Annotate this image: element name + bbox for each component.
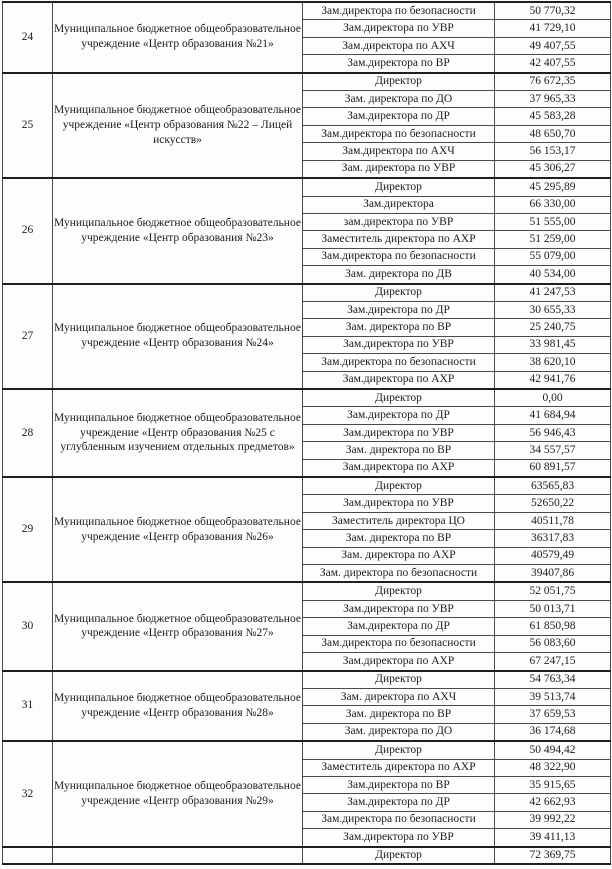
- salary-value-cell: 42 407,55: [495, 55, 611, 73]
- position-cell: Зам.директора по ВР: [303, 55, 495, 73]
- table-row: [3, 477, 611, 495]
- row-number-cell: 30: [3, 582, 53, 670]
- position-cell: Зам. директора по АХЧ: [303, 688, 495, 705]
- position-cell: Директор: [303, 741, 495, 759]
- table-row: [3, 178, 611, 196]
- position-cell: Зам.директора по УВР: [303, 829, 495, 847]
- salary-value-cell: 51 555,00: [495, 213, 611, 230]
- row-number-cell: 29: [3, 477, 53, 582]
- row-number-cell: 26: [3, 178, 53, 283]
- table-row: [3, 73, 611, 91]
- institution-name-cell: Муниципальное бюджетное общеобразовательное учреждение «Центр образования №25 с углубленным изучением отдельных предметов»: [53, 389, 303, 477]
- position-cell: Зам. директора по ВР: [303, 706, 495, 723]
- position-cell: Директор: [303, 582, 495, 600]
- position-cell: Зам.директора по безопасности: [303, 125, 495, 142]
- salary-value-cell: 33 981,45: [495, 336, 611, 353]
- salary-value-cell: 50 770,32: [495, 2, 611, 20]
- table-row: [3, 847, 611, 864]
- position-cell: Зам.директора по АХЧ: [303, 143, 495, 160]
- salary-value-cell: 66 330,00: [495, 196, 611, 213]
- institution-name-cell: Муниципальное бюджетное общеобразовательное учреждение «Центр образования №23»: [53, 178, 303, 283]
- salary-value-cell: 37 965,33: [495, 91, 611, 108]
- position-cell: Зам. директора по ДО: [303, 91, 495, 108]
- salary-table-body: [3, 2, 611, 864]
- position-cell: Зам.директора по УВР: [303, 495, 495, 512]
- position-cell: Зам.директора по безопасности: [303, 354, 495, 371]
- row-number-cell: 31: [3, 671, 53, 742]
- salary-value-cell: 41 729,10: [495, 20, 611, 37]
- salary-value-cell: 54 763,34: [495, 671, 611, 689]
- salary-value-cell: 37 659,53: [495, 706, 611, 723]
- position-cell: Зам.директора по ДР: [303, 301, 495, 318]
- salary-value-cell: 40511,78: [495, 512, 611, 529]
- row-number-cell: 25: [3, 73, 53, 178]
- salary-value-cell: 48 322,90: [495, 759, 611, 776]
- table-row: [3, 2, 611, 20]
- position-cell: Зам.директора по безопасности: [303, 635, 495, 652]
- salary-value-cell: 56 153,17: [495, 143, 611, 160]
- position-cell: Зам.директора по УВР: [303, 20, 495, 37]
- salary-value-cell: 40 534,00: [495, 266, 611, 284]
- salary-value-cell: 41 684,94: [495, 407, 611, 424]
- salary-value-cell: 39407,86: [495, 565, 611, 583]
- salary-value-cell: 55 079,00: [495, 248, 611, 265]
- salary-value-cell: 51 259,00: [495, 231, 611, 248]
- salary-value-cell: 56 083,60: [495, 635, 611, 652]
- institution-name-cell: Муниципальное бюджетное общеобразовательное учреждение «Центр образования №29»: [53, 741, 303, 847]
- row-number-cell: [3, 847, 53, 864]
- position-cell: Заместитель директора по АХР: [303, 231, 495, 248]
- salary-value-cell: 34 557,57: [495, 442, 611, 459]
- institution-name-cell: Муниципальное бюджетное общеобразовательное учреждение «Центр образования №24»: [53, 284, 303, 389]
- salary-value-cell: 45 295,89: [495, 178, 611, 196]
- row-number-cell: 27: [3, 284, 53, 389]
- institution-name-cell: Муниципальное бюджетное общеобразовательное учреждение «Центр образования №28»: [53, 671, 303, 742]
- salary-value-cell: 39 513,74: [495, 688, 611, 705]
- position-cell: Зам.директора по АХР: [303, 459, 495, 477]
- salary-value-cell: 49 407,55: [495, 37, 611, 54]
- salary-value-cell: 0,00: [495, 389, 611, 407]
- position-cell: Зам.директора: [303, 196, 495, 213]
- salary-value-cell: 61 850,98: [495, 618, 611, 635]
- salary-value-cell: 48 650,70: [495, 125, 611, 142]
- institution-name-cell: Муниципальное бюджетное общеобразовательное учреждение «Центр образования №21»: [53, 2, 303, 73]
- salary-value-cell: 36 174,68: [495, 723, 611, 741]
- position-cell: Директор: [303, 389, 495, 407]
- table-row: [3, 389, 611, 407]
- salary-value-cell: 39 411,13: [495, 829, 611, 847]
- salary-value-cell: 52650,22: [495, 495, 611, 512]
- row-number-cell: 24: [3, 2, 53, 73]
- salary-value-cell: 39 992,22: [495, 811, 611, 828]
- position-cell: Зам.директора по УВР: [303, 424, 495, 441]
- salary-value-cell: 36317,83: [495, 530, 611, 547]
- position-cell: Заместитель директора ЦО: [303, 512, 495, 529]
- position-cell: Директор: [303, 178, 495, 196]
- position-cell: Зам.директора по безопасности: [303, 811, 495, 828]
- position-cell: Зам.директора по ДР: [303, 407, 495, 424]
- position-cell: Зам. директора по ВР: [303, 442, 495, 459]
- position-cell: Заместитель директора по АХР: [303, 759, 495, 776]
- salary-value-cell: 76 672,35: [495, 73, 611, 91]
- institution-name-cell: Муниципальное бюджетное общеобразовательное учреждение «Центр образования №27»: [53, 582, 303, 670]
- salary-value-cell: 52 051,75: [495, 582, 611, 600]
- position-cell: Зам.директора по УВР: [303, 336, 495, 353]
- salary-value-cell: 50 013,71: [495, 600, 611, 617]
- salary-value-cell: 67 247,15: [495, 653, 611, 671]
- salary-value-cell: 56 946,43: [495, 424, 611, 441]
- salary-value-cell: 60 891,57: [495, 459, 611, 477]
- position-cell: Зам.директора по безопасности: [303, 2, 495, 20]
- row-number-cell: 28: [3, 389, 53, 477]
- salary-value-cell: 42 941,76: [495, 371, 611, 389]
- salary-value-cell: 30 655,33: [495, 301, 611, 318]
- salary-value-cell: 35 915,65: [495, 776, 611, 793]
- table-row: [3, 284, 611, 302]
- position-cell: Зам.директора по безопасности: [303, 248, 495, 265]
- position-cell: Зам. директора по ВР: [303, 319, 495, 336]
- table-row: [3, 671, 611, 689]
- salary-value-cell: 40579,49: [495, 547, 611, 564]
- salary-value-cell: 42 662,93: [495, 794, 611, 811]
- position-cell: Зам.директора по АХР: [303, 371, 495, 389]
- salary-value-cell: 45 306,27: [495, 160, 611, 178]
- salary-value-cell: 72 369,75: [495, 847, 611, 864]
- position-cell: Зам.директора по УВР: [303, 600, 495, 617]
- position-cell: Зам. директора по АХР: [303, 547, 495, 564]
- institution-name-cell: Муниципальное бюджетное общеобразовательное учреждение «Центр образования №22 – Лицей искусств»: [53, 73, 303, 178]
- salary-value-cell: 63565,83: [495, 477, 611, 495]
- position-cell: Зам.директора по АХЧ: [303, 37, 495, 54]
- row-number-cell: 32: [3, 741, 53, 847]
- position-cell: Зам. директора по УВР: [303, 160, 495, 178]
- salary-value-cell: 38 620,10: [495, 354, 611, 371]
- position-cell: Зам.директора по ДР: [303, 618, 495, 635]
- position-cell: Зам. директора по ДВ: [303, 266, 495, 284]
- salary-value-cell: 50 494,42: [495, 741, 611, 759]
- position-cell: Директор: [303, 477, 495, 495]
- position-cell: зам.директора по УВР: [303, 213, 495, 230]
- table-row: [3, 741, 611, 759]
- position-cell: Зам. директора по безопасности: [303, 565, 495, 583]
- position-cell: Зам. директора по ДО: [303, 723, 495, 741]
- salary-value-cell: 25 240,75: [495, 319, 611, 336]
- table-row: [3, 582, 611, 600]
- position-cell: Зам.директора по АХР: [303, 653, 495, 671]
- position-cell: Зам.директора по ВР: [303, 776, 495, 793]
- institution-name-cell: Муниципальное бюджетное общеобразовательное учреждение «Центр образования №26»: [53, 477, 303, 582]
- position-cell: Зам.директора по ДР: [303, 108, 495, 125]
- position-cell: Зам. директора по ВР: [303, 530, 495, 547]
- salary-value-cell: 41 247,53: [495, 284, 611, 302]
- institution-name-cell: [53, 847, 303, 864]
- salary-table: [2, 1, 611, 865]
- position-cell: Директор: [303, 671, 495, 689]
- position-cell: Директор: [303, 284, 495, 302]
- position-cell: Зам.директора по ДР: [303, 794, 495, 811]
- position-cell: Директор: [303, 847, 495, 864]
- salary-value-cell: 45 583,28: [495, 108, 611, 125]
- position-cell: Директор: [303, 73, 495, 91]
